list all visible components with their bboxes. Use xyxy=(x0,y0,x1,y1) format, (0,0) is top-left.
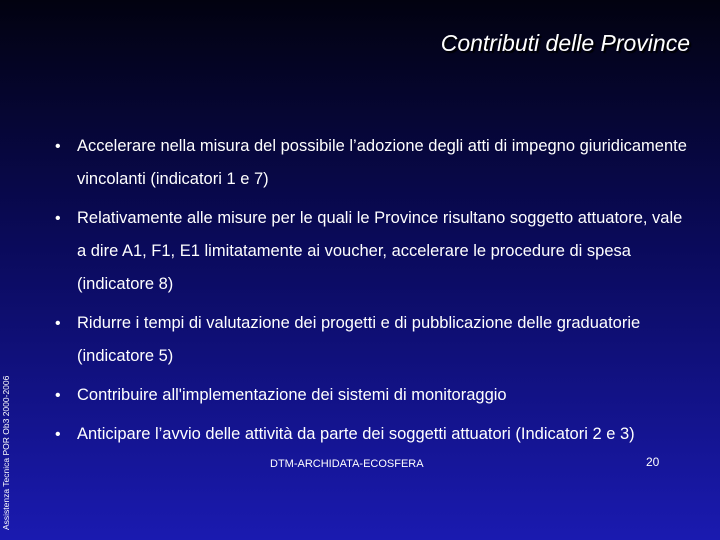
slide-title: Contributi delle Province xyxy=(440,30,690,56)
bullet-item xyxy=(55,202,695,301)
bullet-item xyxy=(55,379,695,412)
bullet-icon: • xyxy=(55,138,61,155)
bullet-icon: • xyxy=(55,210,61,227)
side-note: Assistenza Tecnica POR Ob3 2000-2006 xyxy=(1,375,11,530)
footer-text: DTM-ARCHIDATA-ECOSFERA xyxy=(270,458,424,470)
bullet-text: Contribuire all'implementazione dei sistemi di monitoraggio xyxy=(77,386,507,404)
bullet-text: Anticipare l’avvio delle attività da parte dei soggetti attuatori (Indicatori 2 e 3) xyxy=(77,425,635,443)
bullet-item xyxy=(55,418,695,451)
bullet-text: Relativamente alle misure per le quali le Province risultano soggetto attuatore, vale a dire A1, F1, E1 limitatamente ai voucher, accelerare le procedure di spesa (indicatore 8) xyxy=(77,209,683,293)
bullet-list xyxy=(55,130,695,457)
bullet-icon: • xyxy=(55,315,61,332)
bullet-item xyxy=(55,130,695,196)
bullet-item xyxy=(55,307,695,373)
bullet-text: Accelerare nella misura del possibile l’adozione degli atti di impegno giuridicamente vincolanti (indicatori 1 e 7) xyxy=(77,137,687,188)
bullet-icon: • xyxy=(55,387,61,404)
bullet-icon: • xyxy=(55,426,61,443)
bullet-text: Ridurre i tempi di valutazione dei progetti e di pubblicazione delle graduatorie (indicatore 5) xyxy=(77,314,641,365)
page-number: 20 xyxy=(646,455,660,469)
